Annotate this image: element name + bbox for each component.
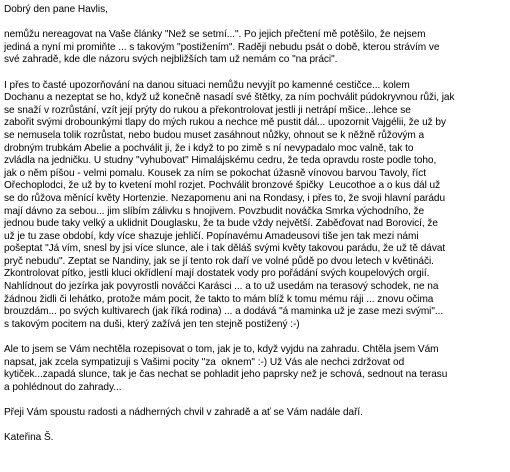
closing-line: Přeji Vám spoustu radosti a nádherných chvil v zahradě a ať se Vám nadále daří.: [4, 407, 363, 418]
paragraph-line: kytiček...zapadá slunce, tak je čas nechat se pohladit jeho paprsky než je schová, sednout na terasu: [4, 369, 448, 381]
paragraph-line: I přes to časté upozorňování na danou situaci nemůžu nevyjít po kamenné cestičce... kolem: [4, 79, 410, 91]
paragraph-line: už je tu zase období, kdy více shazuje jehličí. Popínavému Amadeusovi tiše jen tak mezi námi: [4, 230, 419, 242]
greeting-line: Dobrý den pane Havlis,: [4, 4, 108, 15]
paragraph-line: Nahlídnout do jezírka jak povyrostli nováčci Karásci ... a to už usedám na terasový schodek, ne na: [4, 281, 439, 293]
paragraph-line: napsat, jak zcela sympatizuji s Vašimi pocity "za oknem" :-) Už Vás ale nechci zdržovat od: [4, 356, 405, 368]
signature: [4, 432, 508, 445]
signature-line: Kateřina Š.: [4, 432, 54, 444]
letter: [4, 4, 508, 457]
paragraph-1: [4, 29, 508, 67]
paragraph-line: jediná a nyní mi promiňte ... s takovým "postižením". Raději nebudu psát o době, kterou strávím ve: [4, 41, 440, 53]
paragraph-line: se nemusela tolik rozrůstat, nebo budou muset zasáhnout nůžky, ohnout se k něžně růžovým a: [4, 129, 425, 141]
closing: [4, 407, 508, 420]
paragraph-line: a pohlédnout do zahrady...: [4, 381, 122, 393]
greeting: [4, 4, 508, 17]
paragraph-line: zvládla na jedničku. U studny "vyhubovat" Himalájskému cedru, že teda opravdu roste podle toho,: [4, 155, 437, 167]
paragraph-line: se do růžova měnící květy Hortenzie. Nezapomenu ani na Rondasy, i přes to, že svoji hlavní parádu: [4, 192, 446, 204]
paragraph-3: [4, 344, 508, 394]
paragraph-2: [4, 80, 508, 332]
paragraph-line: jak o něm píšou - velmi pomalu. Kousek za ním se pokochat úžasně vínovou barvou Tavoly, říct: [4, 167, 426, 179]
paragraph-line: zabořit svými drobounkými tlapy do mých rukou a nechce mě pustit dál... upozornit Vajgélii, že už by: [4, 117, 446, 129]
paragraph-line: pryč nebudu". Zeptat se Nandiny, jak se jí tento rok daří ve volné půdě po dvou letech v květináči.: [4, 255, 434, 267]
paragraph-line: žádnou židli či lehátko, protože mám pocit, že takto to mám blíž k tomu mému ráji ... znovu očima: [4, 293, 434, 305]
paragraph-line: Dochanu a nezeptat se ho, když už konečně nasadí své štětky, za ním pochválit púdokryvnou růži, jak: [4, 92, 455, 104]
paragraph-line: mají dávno za sebou... jim slíbím zálivku s hnojivem. Povzbudit nováčka Smrka východního, že: [4, 205, 425, 217]
paragraph-line: drobným trubkám Abelie a pochválit ji, že i když to po zimě s ní nevypadalo moc valně, tak to: [4, 142, 414, 154]
paragraph-line: Zkontrolovat pítko, jestli kluci okřídlení mají dostatek vody pro pořádání svých koupelových orgií.: [4, 268, 430, 280]
paragraph-line: nemůžu nereagovat na Vaše články "Než se setmí...". Po jejich přečtení mě potěšilo, že nejsem: [4, 29, 426, 41]
paragraph-line: pošeptat "Já vím, snesl by jsi více slunce, ale i tak děláš svými květy takovou parádu, že už tě dávat: [4, 243, 446, 255]
paragraph-line: se snaží v rozrůstání, vzít její prýty do rukou a překontrolovat jestli ji netrápí mšice...lehce se: [4, 104, 411, 116]
paragraph-line: Ale to jsem se Vám nechtěla rozepisovat o tom, jak je to, když vyjdu na zahradu. Chtěla jsem Vám: [4, 344, 439, 356]
paragraph-line: Ořechoplodci, že už by to kvetení mohl rozjet. Pochválit bronzové špičky Leucothoe a o kus dál už: [4, 180, 441, 192]
paragraph-line: brouzdám... po svých kultivarech (jak říká rodina) ... a dodává "á maminka už je zase mezi svými"...: [4, 306, 444, 318]
paragraph-line: jednou bude taky velký a uklidnit Douglasku, že ta bude vždy největší. Zaběďovat nad Borovicí, že: [4, 218, 438, 230]
paragraph-line: své zahradě, kde dle názoru svých nejbližších tam už nemám co "na práci".: [4, 54, 338, 66]
paragraph-line: s takovým pocitem na duši, který zažívá jen ten stejně postižený :-): [4, 318, 300, 330]
